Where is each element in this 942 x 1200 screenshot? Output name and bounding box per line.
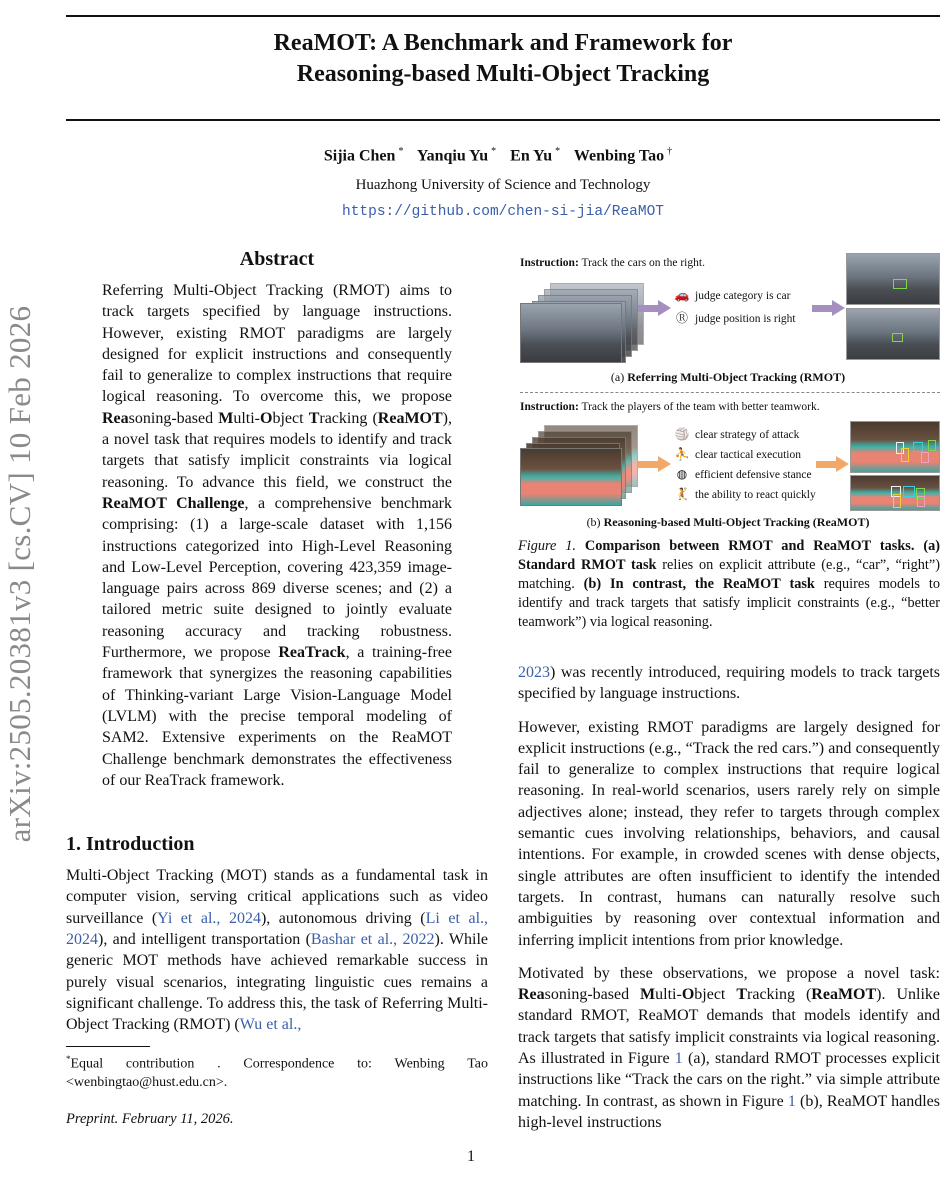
author-name: En Yu	[510, 147, 553, 165]
instruction-text: Track the players of the team with better teamwork.	[581, 401, 820, 413]
footnote-text: Equal contribution . Correspondence to: Wenbing Tao <wenbingtao@hust.edu.cn>.	[66, 1056, 488, 1091]
text-run: , a comprehensive benchmark comprising: (1) a large-scale dataset with 1,156 instructions categorized into High-Level Reasoning and Low-Level Perception, covering 423,359 image-language pairs across 869 diverse scenes; and (2) a tailored metric suite designed to jointly evaluate reasoning accuracy and tracking robustness. Furthermore, we propose	[102, 494, 452, 662]
car-icon: 🚗	[674, 288, 690, 302]
citation-link[interactable]: 1	[787, 1092, 796, 1110]
introduction-heading: 1. Introduction	[66, 833, 195, 856]
text-run: racking (	[747, 986, 812, 1004]
right-column	[518, 246, 940, 1133]
text-run: T	[736, 986, 748, 1004]
text-run: (a), standard RMOT processes explicit instructions like “Track the cars on the right.” via simple attribute matching. In contrast, as shown in Figure	[518, 1050, 940, 1110]
instruction-text: Track the cars on the right.	[581, 257, 705, 269]
arrow-icon	[638, 302, 672, 314]
tracking-box	[903, 486, 915, 497]
text-run: O	[260, 409, 273, 427]
step-text: clear tactical execution	[695, 449, 801, 461]
text-run: Referring Multi-Object Tracking (RMOT) aims to track targets specified by language instructions. However, existing RMOT paradigms are largely designed for explicit instructions and consequently fail to generalize to complex instructions that require logical reasoning. To overcome this, we propose	[102, 282, 452, 406]
author-mark: †	[667, 146, 673, 157]
reamot-step	[674, 426, 799, 443]
subcaption-prefix: (b)	[586, 515, 604, 529]
citation-link[interactable]: 2023	[518, 664, 550, 681]
author-name: Sijia Chen	[323, 147, 396, 165]
text-run: (b), ReaMOT handles high-level instructions	[518, 1092, 941, 1131]
step-text: clear strategy of attack	[695, 429, 800, 441]
reamot-step	[674, 446, 801, 463]
preprint-note: Preprint. February 11, 2026.	[66, 1111, 234, 1128]
reamot-step	[674, 466, 812, 483]
text-run: Figure 1.	[518, 538, 585, 554]
jumping-player-icon: 🤾	[674, 487, 690, 501]
tracking-box	[921, 452, 929, 463]
text-run: bject	[272, 409, 309, 427]
sliding-player-icon: ⛹	[674, 447, 690, 461]
author-name: Wenbing Tao	[573, 147, 665, 165]
arrow-icon	[638, 458, 672, 470]
text-run: ). While generic MOT methods have achieved remarkable success in purely visual scenarios, integrating linguistic cues remains a significant challenge. To address this, the task of Referring Multi-Object Tracking (RMOT) (	[66, 931, 489, 1034]
text-run: , a training-free framework that synergizes the reasoning capabilities of Thinking-variant Large Vision-Language Model (LVLM) with the precise temporal modeling of SAM2. Extensive experiments on the ReaMOT Challenge benchmark demonstrates the effectiveness of our ReaTrack framework.	[102, 644, 452, 789]
rmot-instruction	[520, 257, 705, 269]
frame	[520, 448, 622, 506]
figure-1	[516, 253, 940, 531]
arrow-icon	[812, 302, 846, 314]
text-run: ) was recently introduced, requiring models to track targets specified by language instructions.	[518, 664, 940, 703]
attack-player-icon: 🏐	[674, 427, 690, 441]
subcaption-text: Reasoning-based Multi-Object Tracking (ReaMOT)	[603, 515, 870, 529]
citation-link[interactable]: 1	[674, 1050, 683, 1068]
reamot-output-frame	[850, 421, 940, 473]
title-line-2: Reasoning-based Multi-Object Tracking	[296, 61, 710, 87]
author-mark: *	[555, 146, 561, 157]
citation-link[interactable]: Yi et al., 2024	[157, 909, 261, 927]
text-run: relies on explicit attribute (e.g., “car”, “right”) matching.	[518, 557, 941, 592]
text-run: ReaMOT	[811, 986, 877, 1004]
text-run: soning-based	[544, 986, 641, 1004]
text-run: racking (	[319, 409, 378, 427]
reamot-output-frame	[850, 475, 940, 511]
text-run: soning-based	[128, 409, 219, 427]
author-mark: *	[398, 146, 404, 157]
text-run: ulti-	[655, 986, 682, 1004]
title-line-1: ReaMOT: A Benchmark and Framework for	[273, 30, 733, 56]
step-text: efficient defensive stance	[695, 469, 812, 481]
text-run: ReaMOT Challenge	[102, 494, 245, 512]
author-mark: *	[491, 146, 497, 157]
tracking-box	[917, 496, 925, 507]
author-list	[66, 146, 940, 165]
step-text: judge category is car	[695, 290, 791, 302]
tracking-box	[928, 440, 936, 451]
citation-link[interactable]: Wu et al.,	[239, 1016, 302, 1034]
abstract-body	[102, 280, 452, 791]
text-run: ), a novel task that requires models to identify and track targets that satisfy implicit constraints via logical reasoning. To advance this field, we construct the	[102, 409, 452, 491]
text-run: bject	[694, 986, 737, 1004]
text-run: M	[640, 986, 656, 1004]
left-column	[66, 246, 488, 1129]
text-run: ). Unlike standard RMOT, ReaMOT demands that models identify and track targets that satisfy implicit constraints via logical reasoning. As illustrated in Figure	[518, 986, 940, 1068]
tracking-box	[913, 442, 923, 452]
arxiv-stamp: arXiv:2505.20381v3 [cs.CV] 10 Feb 2026	[2, 305, 37, 843]
two-column-body	[66, 246, 940, 1133]
text-run: T	[308, 409, 320, 427]
text-run: (b) In contrast, the ReaMOT task	[583, 576, 815, 592]
tracking-box	[893, 279, 907, 289]
text-run: ), autonomous driving (	[260, 909, 426, 927]
registered-r-icon: Ⓡ	[675, 311, 688, 325]
text-run: Motivated by these observations, we propose a novel task:	[518, 964, 940, 982]
rmot-step	[674, 287, 790, 304]
citation-link[interactable]: Li et al., 2024	[66, 909, 489, 949]
introduction-paragraph	[66, 865, 488, 1035]
abstract-heading: Abstract	[239, 248, 315, 270]
tracking-box	[901, 448, 909, 462]
tracking-box	[892, 333, 903, 342]
text-run: M	[218, 409, 234, 427]
figure-divider	[520, 392, 940, 393]
title-bottom-rule	[66, 119, 940, 121]
text-run: ), and intelligent transportation (	[98, 931, 311, 949]
text-run: However, existing RMOT paradigms are largely designed for explicit instructions (e.g., “Track the red cars.”) and consequently fail to generalize to complex instructions that require logical reasoning. In real-world scenarios, users rarely rely on simple adjectives alone; instead, they refer to targets through complex semantic cues involving relationships, behaviors, and causal intentions. For example, in crowded scenes with dense objects, single attributes are often insufficient to identify the intended targets. In contrast, humans can naturally resolve such ambiguities by reasoning over contextual information and inferring implicit intentions from prior knowledge.	[518, 718, 940, 949]
subcaption-b	[516, 515, 940, 530]
page-number: 1	[467, 1148, 475, 1166]
reamot-step	[674, 486, 816, 503]
instruction-label: Instruction:	[520, 257, 579, 269]
text-run: ReaTrack	[278, 644, 346, 662]
github-link[interactable]: https://github.com/chen-si-jia/ReaMOT	[342, 204, 664, 220]
text-run: ReaMOT	[377, 409, 443, 427]
text-run: Rea	[518, 986, 545, 1004]
body-paragraph	[518, 717, 940, 951]
text-run: requires models to identify and track targets that satisfy implicit constraints (e.g., “better teamwork”) via logical reasoning.	[518, 576, 940, 630]
paper-header	[0, 0, 942, 246]
subcaption-prefix: (a)	[610, 370, 628, 384]
step-text: judge position is right	[695, 313, 796, 325]
volleyball-icon: ◍	[676, 467, 688, 481]
step-text: the ability to react quickly	[695, 489, 816, 501]
text-run: ulti-	[233, 409, 260, 427]
footnote-rule	[66, 1046, 150, 1047]
subcaption-text: Referring Multi-Object Tracking (RMOT)	[627, 370, 846, 384]
affiliation: Huazhong University of Science and Technology	[355, 177, 651, 193]
citation-link[interactable]: Bashar et al., 2022	[310, 931, 435, 949]
rmot-output-frame	[846, 253, 940, 305]
body-paragraph	[518, 963, 940, 1133]
author-name: Yanqiu Yu	[416, 147, 489, 165]
text-run: Comparison between RMOT and ReaMOT tasks. (a) Standard RMOT task	[518, 538, 940, 573]
frame	[520, 303, 622, 363]
text-run: O	[681, 986, 695, 1004]
arrow-icon	[816, 458, 850, 470]
subcaption-a	[516, 370, 940, 385]
paper-title	[66, 28, 940, 90]
reamot-instruction	[520, 401, 820, 413]
instruction-label: Instruction:	[520, 401, 579, 413]
footnote-mark: *	[66, 1053, 71, 1064]
tracking-box	[893, 494, 901, 508]
top-rule	[66, 15, 940, 17]
text-run: Multi-Object Tracking (MOT) stands as a fundamental task in computer vision, serving critical applications such as video surveillance (	[66, 867, 488, 927]
rmot-step	[674, 310, 796, 327]
footnote	[66, 1050, 488, 1093]
body-paragraph	[518, 662, 940, 705]
rmot-output-frame	[846, 308, 940, 360]
figure-caption	[518, 537, 940, 632]
text-run: Rea	[102, 409, 129, 427]
